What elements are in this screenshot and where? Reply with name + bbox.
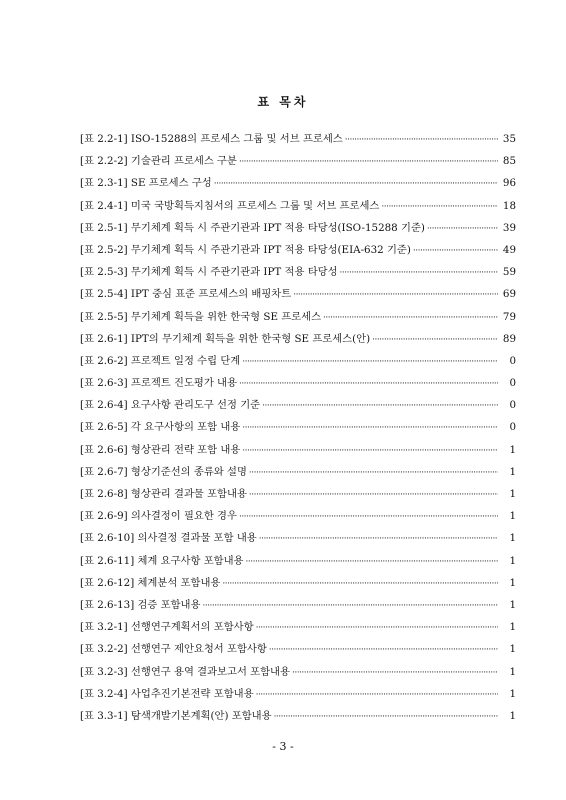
- leader-dots: [214, 179, 498, 189]
- toc-entry-label: [표 2.5-4] IPT 중심 표준 프로세스의 배핑차트: [80, 288, 292, 301]
- toc-entry-label: [표 2.6-5] 각 요구사항의 포함 내용: [80, 421, 241, 434]
- toc-entry[interactable]: [80, 418, 516, 440]
- leader-dots: [323, 313, 498, 323]
- toc-entry-label: [표 2.6-9] 의사결정이 필요한 경우: [80, 510, 237, 523]
- leader-dots: [202, 601, 498, 611]
- toc-entry-page: 1: [509, 465, 516, 478]
- toc-entry[interactable]: [80, 463, 516, 485]
- toc-entry-label: [표 2.4-1] 미국 국방획득지침서의 프로세스 그룹 및 서브 프로세스: [80, 199, 380, 212]
- leader-dots: [249, 490, 498, 500]
- toc-entry[interactable]: [80, 263, 516, 285]
- toc-entry-page: 1: [509, 443, 516, 456]
- toc-entry-label: [표 2.6-3] 프로젝트 진도평가 내용: [80, 377, 237, 390]
- toc-entry[interactable]: [80, 685, 516, 707]
- toc-entry-label: [표 2.6-10] 의사결정 결과물 포함 내용: [80, 532, 257, 545]
- leader-dots: [239, 512, 498, 522]
- leader-dots: [292, 668, 498, 678]
- toc-entry-page: 49: [502, 243, 516, 256]
- toc-entry-label: [표 2.6-7] 형상기준선의 종류와 설명: [80, 465, 247, 478]
- toc-entry-label: [표 2.6-12] 체계분석 포함내용: [80, 576, 221, 589]
- toc-entry-label: [표 2.5-1] 무기체계 획득 시 주관기관과 IPT 적용 타당성(ISO-15288 기준): [80, 221, 425, 234]
- toc-entry-label: [표 2.5-2] 무기체계 획득 시 주관기관과 IPT 적용 타당성(EIA-632 기준): [80, 243, 411, 256]
- toc-entry-label: [표 2.6-11] 체계 요구사항 포함내용: [80, 554, 244, 567]
- leader-dots: [381, 202, 498, 212]
- leader-dots: [222, 579, 498, 589]
- toc-entry-page: 1: [509, 532, 516, 545]
- leader-dots: [427, 224, 498, 234]
- toc-entry-page: 0: [509, 399, 516, 412]
- toc-entry[interactable]: [80, 219, 516, 241]
- toc-entry-page: 18: [502, 199, 516, 212]
- toc-entry[interactable]: [80, 663, 516, 685]
- toc-entry-page: 1: [509, 488, 516, 500]
- toc-entry-page: 1: [509, 598, 516, 611]
- toc-entry-page: 1: [509, 621, 516, 634]
- toc-entry-page: 96: [502, 177, 516, 190]
- toc-entry-label: [표 2.5-3] 무기체계 획득 시 주관기관과 IPT 적용 타당성: [80, 266, 338, 279]
- toc-entry-page: 1: [509, 554, 516, 567]
- page-number-footer: - 3 -: [272, 740, 294, 753]
- toc-entry[interactable]: [80, 618, 516, 640]
- leader-dots: [242, 357, 498, 367]
- toc-entry[interactable]: [80, 707, 516, 729]
- toc-entry[interactable]: [80, 197, 516, 219]
- page-title: 표 목차: [257, 95, 309, 109]
- toc-entry-page: 59: [502, 266, 516, 279]
- leader-dots: [239, 157, 498, 167]
- toc-entry[interactable]: [80, 152, 516, 174]
- toc-entry-label: [표 3.3-1] 탐색개발기본계획(안) 포함내용: [80, 709, 272, 722]
- leader-dots: [269, 645, 498, 655]
- toc-entry-label: [표 2.2-1] ISO-15288의 프로세스 그룹 및 서브 프로세스: [80, 133, 343, 145]
- table-of-contents: [80, 130, 516, 729]
- toc-entry-label: [표 2.3-1] SE 프로세스 구성: [80, 177, 212, 190]
- toc-entry-page: 1: [509, 687, 516, 700]
- toc-entry[interactable]: [80, 485, 516, 507]
- toc-entry-page: 1: [509, 665, 516, 678]
- toc-entry-label: [표 2.6-6] 형상관리 전략 포함 내용: [80, 443, 241, 456]
- leader-dots: [293, 290, 498, 300]
- toc-entry-label: [표 2.5-5] 무기체계 획득을 위한 한국형 SE 프로세스: [80, 310, 322, 323]
- toc-entry[interactable]: [80, 130, 516, 152]
- toc-entry-page: 39: [502, 221, 516, 234]
- toc-entry[interactable]: [80, 529, 516, 551]
- leader-dots: [259, 534, 498, 544]
- toc-entry[interactable]: [80, 374, 516, 396]
- toc-entry-label: [표 2.6-2] 프로젝트 일정 수립 단계: [80, 354, 241, 367]
- toc-entry[interactable]: [80, 396, 516, 418]
- toc-entry-page: 0: [509, 421, 516, 434]
- toc-entry-label: [표 2.6-1] IPT의 무기체계 획득을 위한 한국형 SE 프로세스(안): [80, 332, 371, 345]
- toc-entry[interactable]: [80, 174, 516, 196]
- toc-entry-label: [표 2.6-13] 검증 포함내용: [80, 598, 201, 611]
- leader-dots: [262, 401, 498, 411]
- leader-dots: [340, 268, 498, 278]
- leader-dots: [413, 246, 498, 256]
- leader-dots: [242, 446, 498, 456]
- leader-dots: [239, 379, 498, 389]
- toc-entry[interactable]: [80, 640, 516, 662]
- toc-entry-page: 1: [509, 576, 516, 589]
- leader-dots: [249, 468, 498, 478]
- toc-entry-page: 0: [509, 377, 516, 390]
- toc-entry[interactable]: [80, 552, 516, 574]
- toc-entry-page: 85: [502, 155, 516, 168]
- toc-entry-page: 1: [509, 510, 516, 523]
- toc-entry-page: 1: [509, 709, 516, 722]
- toc-entry-page: 1: [509, 643, 516, 656]
- toc-entry-page: 0: [509, 354, 516, 367]
- toc-entry[interactable]: [80, 574, 516, 596]
- toc-entry[interactable]: [80, 285, 516, 307]
- leader-dots: [372, 335, 498, 345]
- toc-entry-page: 35: [502, 133, 516, 145]
- toc-entry-label: [표 3.2-3] 선행연구 용역 결과보고서 포함내용: [80, 665, 290, 678]
- toc-entry[interactable]: [80, 507, 516, 529]
- leader-dots: [256, 623, 498, 633]
- toc-entry-label: [표 2.6-4] 요구사항 관리도구 선정 기준: [80, 399, 261, 412]
- toc-entry-label: [표 2.2-2] 기술관리 프로세스 구분: [80, 155, 237, 168]
- toc-entry[interactable]: [80, 330, 516, 352]
- toc-entry[interactable]: [80, 441, 516, 463]
- leader-dots: [345, 135, 498, 145]
- toc-entry[interactable]: [80, 352, 516, 374]
- toc-entry-label: [표 3.2-1] 선행연구계획서의 포함사항: [80, 621, 254, 634]
- toc-entry-page: 89: [502, 332, 516, 345]
- toc-entry[interactable]: [80, 241, 516, 263]
- leader-dots: [246, 557, 499, 567]
- leader-dots: [256, 690, 498, 700]
- toc-entry-page: 79: [502, 310, 516, 323]
- toc-entry-label: [표 3.2-2] 선행연구 제안요청서 포함사항: [80, 643, 267, 656]
- leader-dots: [242, 423, 498, 433]
- toc-entry-label: [표 2.6-8] 형상관리 결과물 포함내용: [80, 488, 247, 500]
- toc-entry-page: 69: [502, 288, 516, 301]
- toc-entry-label: [표 3.2-4] 사업추진기본전략 포함내용: [80, 687, 254, 700]
- toc-entry[interactable]: [80, 596, 516, 618]
- leader-dots: [274, 712, 498, 722]
- toc-entry[interactable]: [80, 308, 516, 330]
